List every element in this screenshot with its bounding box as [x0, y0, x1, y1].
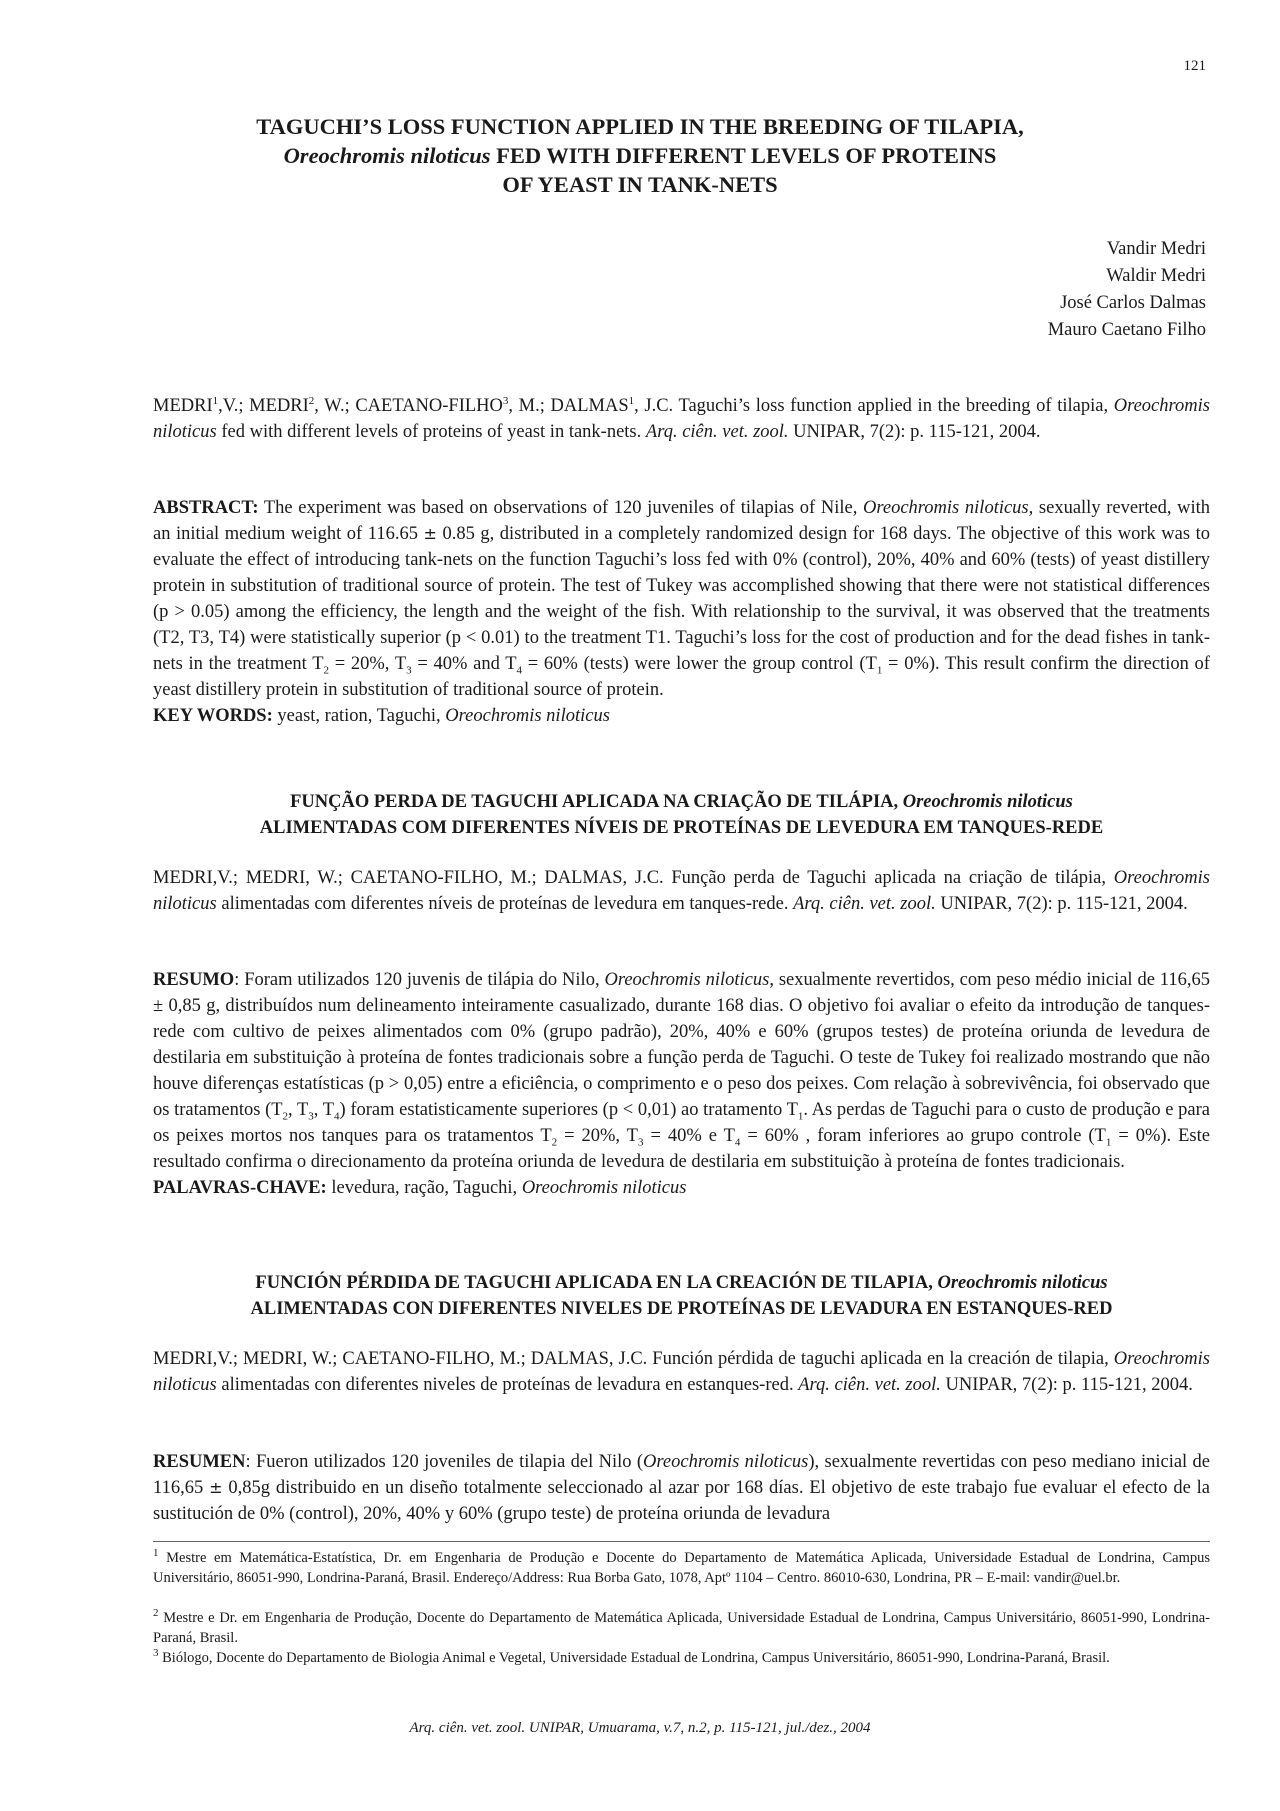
author: José Carlos Dalmas	[1060, 293, 1206, 313]
palavras-chave-label: PALAVRAS-CHAVE:	[153, 1178, 327, 1198]
resumo: RESUMO: Foram utilizados 120 juvenis de tilápia do Nilo, Oreochromis niloticus, sexualmente revertidos, com peso médio inicial de 116,65 ± 0,85 g, distribuídos num delineamento inteiramente casualizado, durante 168 dias. O objetivo foi avaliar o efeito da introdução de tanques-rede com cultivo de peixes alimentados com 0% (grupo padrão), 20%, 40% e 60% (grupos testes) de proteína oriunda de levedura de destilaria em substituição à proteína de fontes tradicionais sobre a função perda de Taguchi. O teste de Tukey foi realizado mostrando que não houve diferenças estatísticas (p > 0,05) entre a eficiência, o comprimento e o peso dos peixes. Com relação à sobrevivência, foi observado que os tratamentos ($T_2$, $T_3$, $T_4$) foram estatisticamente superiores (p < 0,01) ao tratamento $T_1$. As perdas de Taguchi para o custo de produção e para os peixes mortos nos tanques para os tratamentos $T_2 = 20\%$, $T_3 = 40\%$ e $T_4 = 60\%$ , foram inferiores ao grupo controle $(T_1 = 0\%)$. Este resultado confirma o direcionamento da proteína oriunda de levedura de destilaria em substituição à proteína de fontes tradicionais. PALAVRAS-CHAVE: levedura, ração, Taguchi, Oreochromis niloticus	[153, 970, 1210, 1198]
citation-spanish: MEDRI,V.; MEDRI, W.; CAETANO-FILHO, M.; DALMAS, J.C. Función pérdida de taguchi aplicada en la creación de tilapia, Oreochromis niloticus alimentadas con diferentes niveles de proteínas de levadura en estanques-red. Arq. ciên. vet. zool. UNIPAR, 7(2): p. 115-121, 2004.	[153, 1349, 1210, 1395]
footnote-3: $^3$ Biólogo, Docente do Departamento de Biologia Animal e Vegetal, Universidade Estadual de Londrina, Campus Universitário, 86051-990, Londrina-Paraná, Brasil.	[153, 1647, 1110, 1666]
citation-english: MEDRI$^1$,V.; MEDRI$^2$, W.; CAETANO-FILHO$^3$, M.; DALMAS$^1$, J.C. Taguchi’s loss function applied in the breeding of tilapia, Oreochromis niloticus fed with different levels of proteins of yeast in tank-nets. Arq. ciên. vet. zool. UNIPAR, 7(2): p. 115-121, 2004.	[153, 394, 1210, 442]
journal-footer: Arq. ciên. vet. zool. UNIPAR, Umuarama, v.7, n.2, p. 115-121, jul./dez., 2004	[409, 1720, 871, 1736]
author: Vandir Medri	[1106, 239, 1206, 259]
page-number: 121	[1183, 58, 1206, 74]
resumo-label: RESUMO	[153, 970, 235, 990]
resumen: RESUMEN: Fueron utilizados 120 joveniles de tilapia del Nilo (Oreochromis niloticus), sexualmente revertidas con peso mediano inicial de 116,65 ± 0,85g distribuido en un diseño totalmente seleccionado al azar por 168 días. El objetivo de este trabajo fue evaluar el efecto de la sustitución de 0% (control), 20%, 40% y 60% (grupo teste) de proteína oriunda de levadura	[153, 1452, 1210, 1524]
abstract-label: ABSTRACT:	[153, 498, 259, 518]
portuguese-title: FUNÇÃO PERDA DE TAGUCHI APLICADA NA CRIAÇÃO DE TILÁPIA, Oreochromis niloticus ALIMENTADAS COM DIFERENTES NÍVEIS DE PROTEÍNAS DE LEVEDURA EM TANQUES-REDE	[259, 792, 1104, 838]
keywords-label: KEY WORDS:	[153, 706, 273, 726]
author-list	[1048, 236, 1206, 344]
footnote-1: $^1$ Mestre em Matemática-Estatística, Dr. em Engenharia de Produção e Docente do Departamento de Matemática Aplicada, Universidade Estadual de Londrina, Campus Universitário, 86051-990, Londrina-Paraná, Brasil. Endereço/Address: Rua Borba Gato, 1078, Aptº 1104 – Centro. 86010-630, Londrina, PR – E-mail: vandir@uel.br.	[153, 1547, 1210, 1586]
footnote-2: $^2$ Mestre e Dr. em Engenharia de Produção, Docente do Departamento de Matemática Aplicada, Universidade Estadual de Londrina, Campus Universitário, 86051-990, Londrina-Paraná, Brasil.	[153, 1607, 1210, 1646]
paper-title: TAGUCHI’S LOSS FUNCTION APPLIED IN THE BREEDING OF TILAPIA, Oreochromis niloticus FED WITH DIFFERENT LEVELS OF PROTEINS OF YEAST IN TANK-NETS	[256, 114, 1024, 197]
citation-portuguese: MEDRI,V.; MEDRI, W.; CAETANO-FILHO, M.; DALMAS, J.C. Função perda de Taguchi aplicada na criação de tilápia, Oreochromis niloticus alimentadas com diferentes níveis de proteínas de levedura em tanques-rede. Arq. ciên. vet. zool. UNIPAR, 7(2): p. 115-121, 2004.	[153, 868, 1210, 914]
author: Waldir Medri	[1106, 266, 1206, 286]
spanish-title: FUNCIÓN PÉRDIDA DE TAGUCHI APLICADA EN LA CREACIÓN DE TILAPIA, Oreochromis niloticus ALIMENTADAS CON DIFERENTES NIVELES DE PROTEÍNAS DE LEVADURA EN ESTANQUES-RED	[250, 1273, 1113, 1319]
title-species: Oreochromis niloticus	[283, 143, 491, 168]
author: Mauro Caetano Filho	[1047, 320, 1206, 340]
abstract: ABSTRACT: The experiment was based on observations of 120 juveniles of tilapias of Nile, Oreochromis niloticus, sexually reverted, with an initial medium weight of 116.65 ± 0.85 g, distributed in a completely randomized design for 168 days. The objective of this work was to evaluate the effect of introducing tank-nets on the function Taguchi’s loss fed with 0% (control), 20%, 40% and 60% (tests) of yeast distillery protein in substitution of traditional source of protein. The test of Tukey was accomplished showing that there were not statistical differences (p > 0.05) among the efficiency, the length and the weight of the fish. With relationship to the survival, it was observed that the treatments (T2, T3, T4) were statistically superior (p < 0.01) to the treatment T1. Taguchi’s loss for the cost of production and for the dead fishes in tank-nets in the treatment $T_2 = 20\%$, $T_3 = 40\%$ and $T_4 = 60\%$ (tests) were lower the group control $(T_1 = 0\%)$. This result confirm the direction of yeast distillery protein in substitution of traditional source of protein. KEY WORDS: yeast, ration, Taguchi, Oreochromis niloticus	[153, 498, 1211, 726]
footnote-divider	[153, 1541, 1210, 1542]
resumen-label: RESUMEN	[153, 1452, 246, 1472]
